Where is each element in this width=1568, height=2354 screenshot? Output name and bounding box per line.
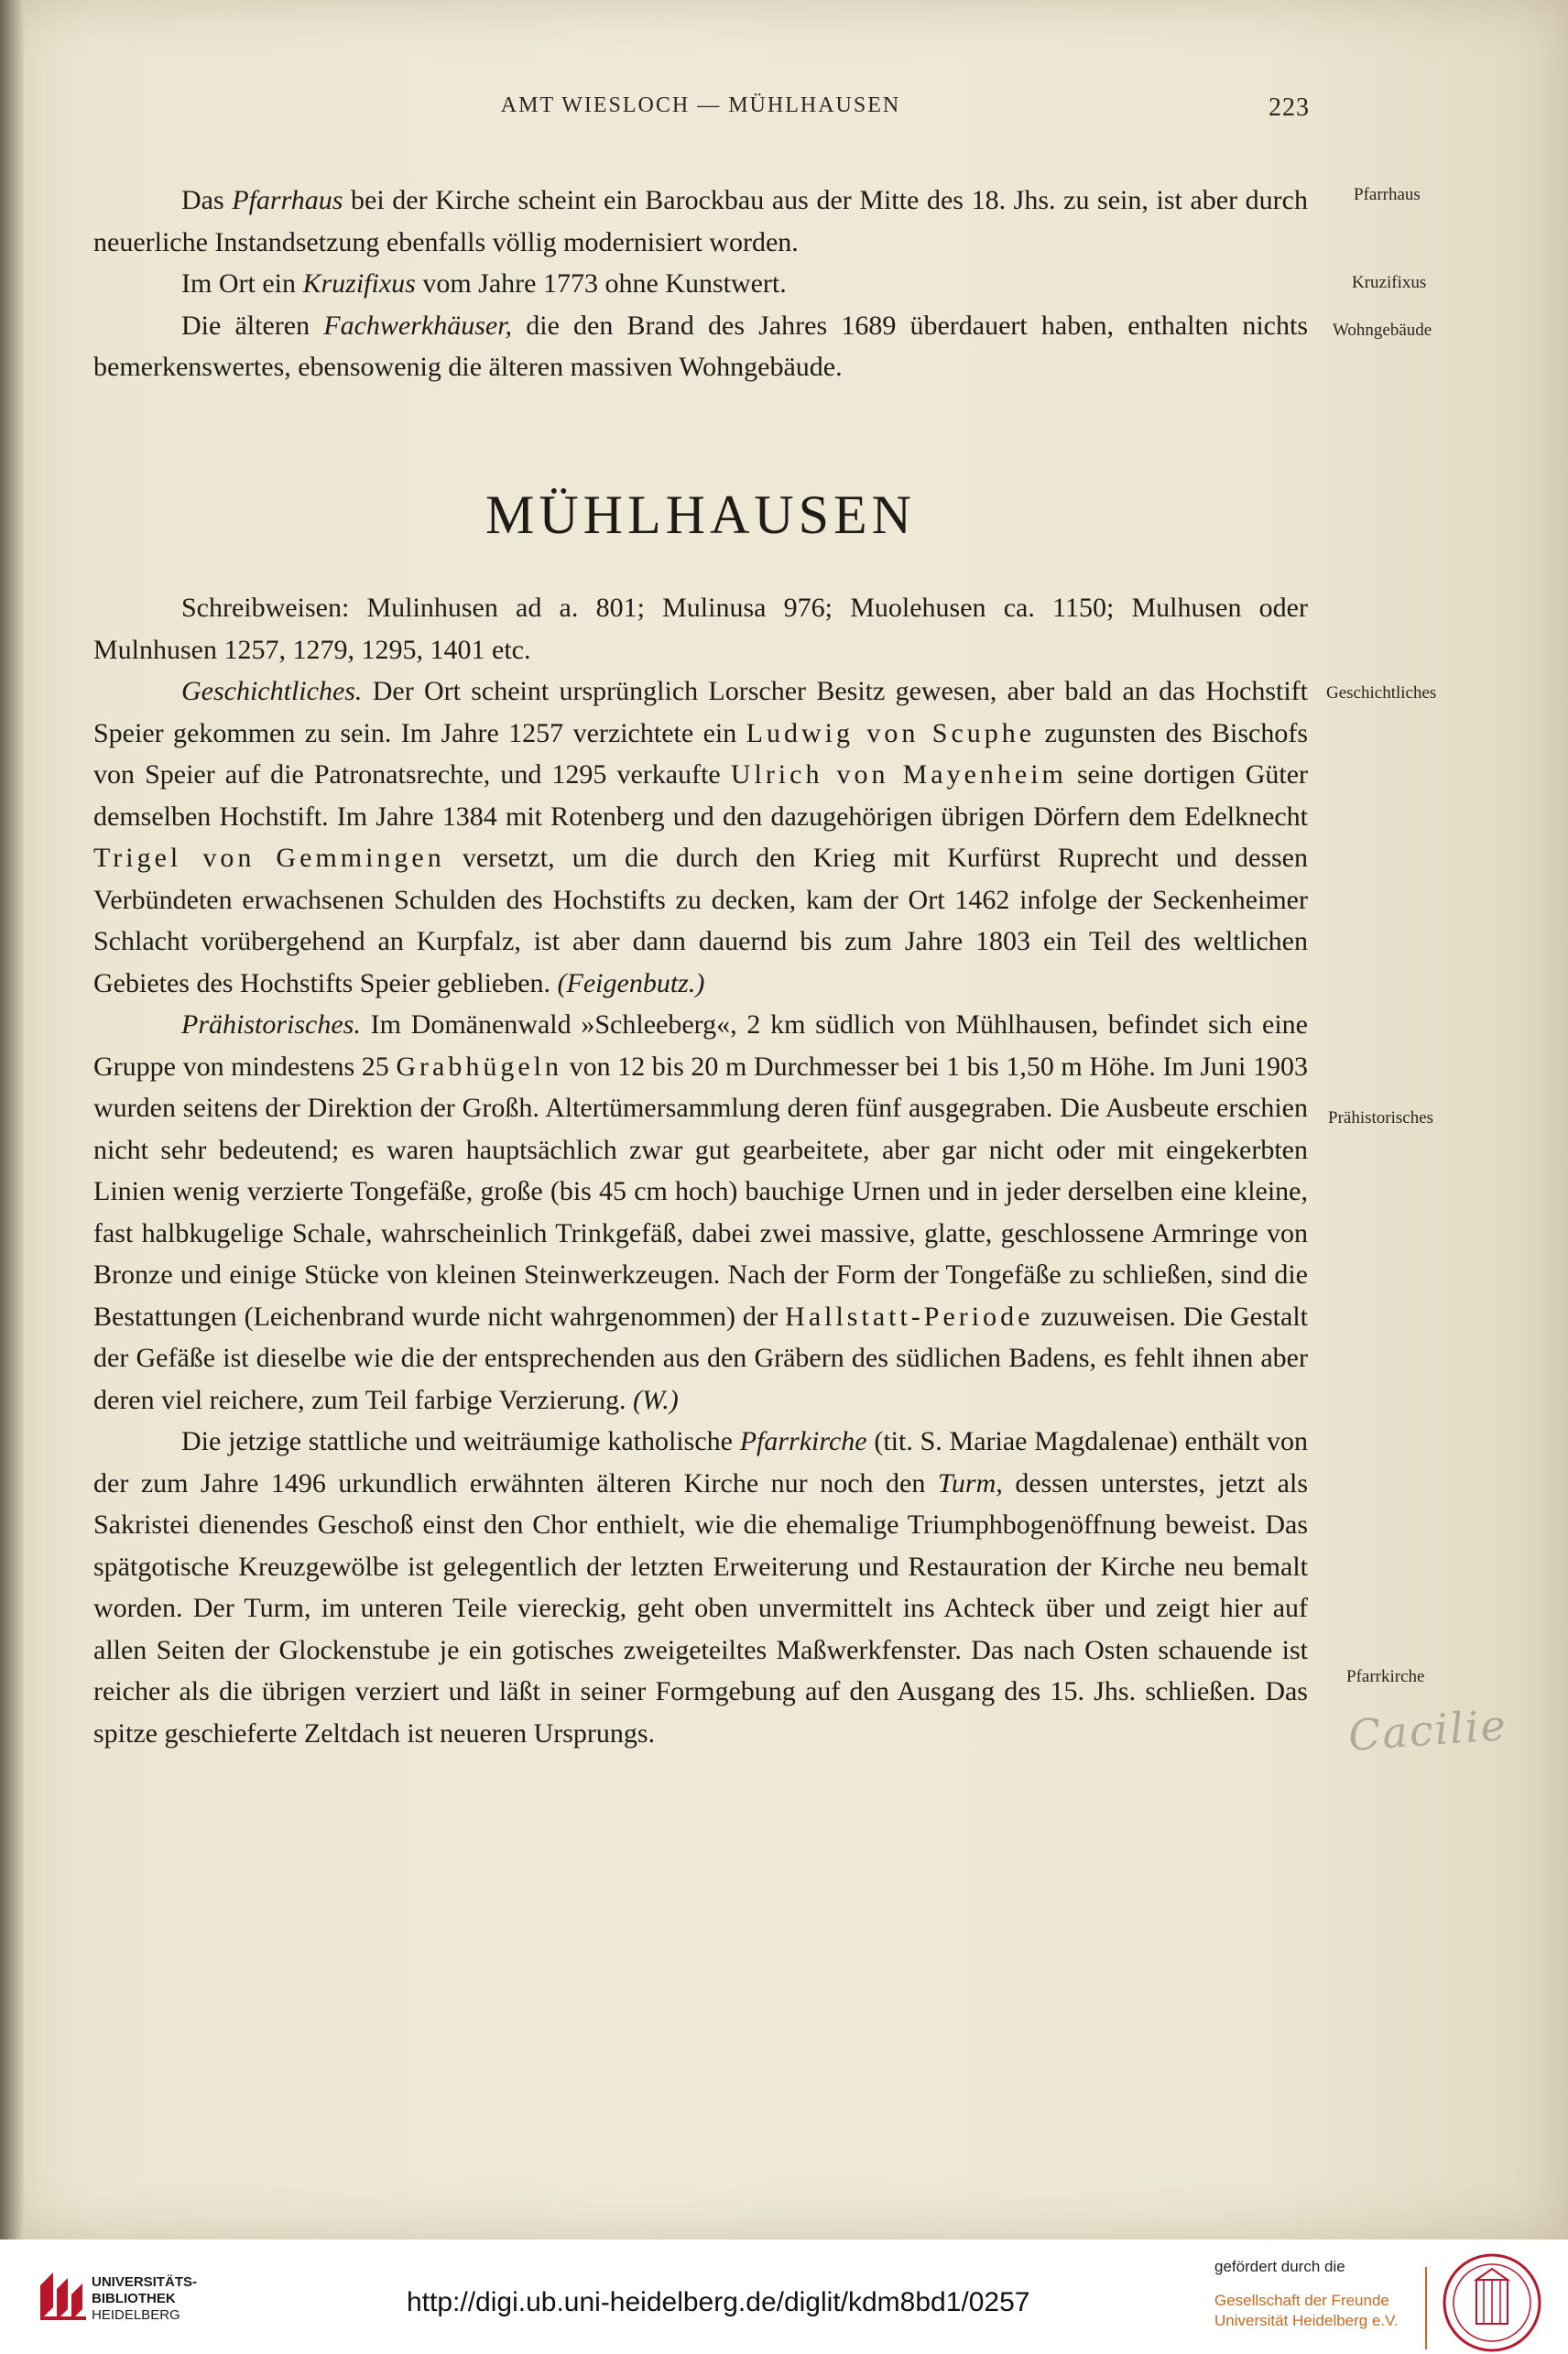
emphasis-pfarrkirche: Pfarrkirche bbox=[739, 1426, 867, 1456]
library-name-line: UNIVERSITÄTS- bbox=[92, 2274, 198, 2290]
library-name-line: BIBLIOTHEK bbox=[92, 2291, 176, 2306]
text-run: seine dortigen Güter demselben Hochstift. Im Jahre 1384 mit Rotenberg und den dazugehörigen übrigen Dörfern dem Edelknecht bbox=[93, 759, 1309, 832]
text-run: Im Ort ein bbox=[181, 268, 303, 299]
sponsor-line: Gesellschaft der Freunde bbox=[1214, 2292, 1389, 2309]
text-run: Die älteren bbox=[181, 310, 324, 341]
text-run: die den Brand des Jahres 1689 überdauert haben, enthalten nichts bemerkenswertes, ebensowenig die älteren massiven Wohngebäude. bbox=[93, 310, 1309, 382]
page-number: 223 bbox=[1269, 93, 1310, 122]
paragraph-geschichtliches bbox=[93, 670, 1308, 1004]
text-run: (tit. S. Mariae Magdalenae) enthält von der zum Jahre 1496 urkundlich erwähnten älteren Kirche nur noch den bbox=[93, 1426, 1308, 1498]
paragraph-kruzifixus bbox=[93, 263, 1308, 305]
paragraph-fachwerkhaeuser bbox=[93, 305, 1308, 388]
emphasis-kruzifixus: Kruzifixus bbox=[302, 268, 416, 299]
handwritten-pencil-note: Cacilie bbox=[1346, 1700, 1509, 1760]
margin-note-pfarrhaus: Pfarrhaus bbox=[1354, 185, 1421, 204]
book-spine-shadow bbox=[0, 0, 24, 2240]
text-run: Das bbox=[181, 185, 233, 215]
margin-note-wohngebaeude: Wohngebäude bbox=[1333, 321, 1432, 340]
sponsor-label: gefördert durch die bbox=[1214, 2258, 1345, 2275]
text-run: Die jetzige stattliche und weiträumige katholische bbox=[181, 1426, 740, 1456]
text-run: zugunsten des Bischofs von Speier auf die Patronatsrechte, und 1295 verkaufte bbox=[93, 717, 1308, 790]
text-run: versetzt, um die durch den Krieg mit Kurfürst Ruprecht und dessen Verbündeten erwachsenen Schulden des Hochstifts zu decken, kam der Ort 1462 infolge der Seckenheimer Schlacht vorübergehend an Kurpfalz, ist aber dann dauernd bis zum Jahre 1803 ein Teil des weltlichen Gebietes des Hochstifts Speier geblieben. bbox=[93, 843, 1309, 998]
intro-text bbox=[93, 180, 1308, 388]
citation: (Feigenbutz.) bbox=[557, 967, 705, 998]
text-run: zuzuweisen. Die Gestalt der Gefäße ist dieselbe wie die der entsprechenden aus den Gräbern des südlichen Badens, es fehlt ihnen aber deren viel reichere, zum Teil farbige Verzierung. bbox=[93, 1301, 1308, 1415]
emphasis-turm: Turm, bbox=[937, 1467, 1003, 1498]
margin-note-geschichtliches: Geschichtliches bbox=[1326, 683, 1437, 703]
paragraph-pfarrkirche bbox=[93, 1421, 1308, 1754]
paragraph-praehistorisches bbox=[93, 1004, 1308, 1421]
margin-note-pfarrkirche: Pfarrkirche bbox=[1346, 1667, 1425, 1686]
citation: (W.) bbox=[633, 1384, 679, 1415]
sponsor-line: Universität Heidelberg e.V. bbox=[1214, 2312, 1399, 2329]
text-run: von 12 bis 20 m Durchmesser bei 1 bis 1,50 m Höhe. Im Juni 1903 wurden seitens der Direktion der Großh. Altertümersammlung deren fünf ausgegraben. Die Ausbeute erschien nicht sehr bedeutend; es waren hauptsächlich zwar gut gearbeitete, aber gar nicht oder mit eingekerbten Linien wenig verzierte Tongefäße, große (bis 45 cm hoch) bauchige Urnen und in jeder derselben eine kleine, fast halbkugelige Schale, wahrscheinlich Trinkgefäß, dabei zwei massive, glatte, geschlossene Armringe von Bronze und einige Stücke von kleinen Steinwerkzeugen. Nach der Form der Tongefäße zu schließen, sind die Bestattungen (Leichenbrand wurde nicht wahrgenommen) der bbox=[93, 1051, 1308, 1332]
spaced-term: Hallstatt-Periode bbox=[785, 1301, 1034, 1332]
margin-note-praehistorisches: Prähistorisches bbox=[1328, 1108, 1434, 1128]
emphasis-geschichtliches: Geschichtliches. bbox=[181, 676, 363, 706]
section-title: MÜHLHAUSEN bbox=[485, 485, 916, 545]
main-text bbox=[93, 587, 1308, 1754]
sponsor-organization bbox=[1214, 2291, 1399, 2331]
emphasis-pfarrhaus: Pfarrhaus bbox=[232, 185, 343, 215]
text-run: Im Domänenwald »Schleeberg«, 2 km südlich von Mühlhausen, befindet sich eine Gruppe von mindestens 25 bbox=[93, 1009, 1308, 1082]
text-run: bei der Kirche scheint ein Barockbau aus der Mitte des 18. Jhs. zu sein, ist aber durch neuerliche Instandsetzung ebenfalls völlig modernisiert worden. bbox=[93, 185, 1308, 257]
library-name bbox=[92, 2274, 197, 2324]
text-run: Der Ort scheint ursprünglich Lorscher Besitz gewesen, aber bald an das Hochstift Speier gekommen zu sein. Im Jahre 1257 verzichtete ein bbox=[93, 676, 1308, 748]
spaced-name: Trigel von Gemmingen bbox=[93, 843, 445, 873]
footer-divider bbox=[1425, 2267, 1427, 2349]
spaced-name: Ulrich von Mayenheim bbox=[730, 759, 1067, 790]
university-library-logo-icon bbox=[37, 2267, 93, 2324]
spaced-term: Grabhügeln bbox=[396, 1051, 562, 1082]
emphasis-praehistorisches: Prähistorisches. bbox=[181, 1009, 361, 1040]
digitization-footer bbox=[0, 2240, 1568, 2354]
spaced-name: Ludwig von Scuphe bbox=[746, 717, 1036, 748]
margin-note-kruzifixus: Kruzifixus bbox=[1352, 273, 1427, 292]
text-run: dessen unterstes, jetzt als Sakristei dienendes Geschoß einst den Chor enthielt, wie die ehemalige Triumphbogenöffnung beweist. Das spätgotische Kreuzgewölbe ist gelegentlich der letzten Erweiterung und Restauration der Kirche neu bemalt worden. Der Turm, im unteren Teile viereckig, geht oben unvermittelt ins Achteck über und zeigt hier auf allen Seiten der Glockenstube je ein gotisches zweigeteiltes Maßwerkfenster. Das nach Osten schauende ist reicher als die übrigen verziert und läßt in seiner Formgebung auf den Ausgang des 15. Jhs. schließen. Das spitze geschieferte Zeltdach ist neueren Ursprungs. bbox=[93, 1467, 1309, 1749]
library-name-line: HEIDELBERG bbox=[92, 2307, 180, 2323]
running-title: AMT WIESLOCH — MÜHLHAUSEN bbox=[500, 93, 901, 117]
permalink-url[interactable]: http://digi.ub.uni-heidelberg.de/diglit/kdm8bd1/0257 bbox=[407, 2287, 1030, 2317]
university-seal-icon bbox=[1442, 2252, 1542, 2353]
paragraph-pfarrhaus bbox=[93, 180, 1308, 263]
paragraph-schreibweisen: Schreibweisen: Mulinhusen ad a. 801; Mulinusa 976; Muolehusen ca. 1150; Mulhusen oder Mulnhusen 1257, 1279, 1295, 1401 etc. bbox=[93, 593, 1308, 665]
emphasis-fachwerkhaeuser: Fachwerkhäuser, bbox=[323, 310, 513, 341]
text-run: vom Jahre 1773 ohne Kunstwert. bbox=[415, 268, 787, 299]
